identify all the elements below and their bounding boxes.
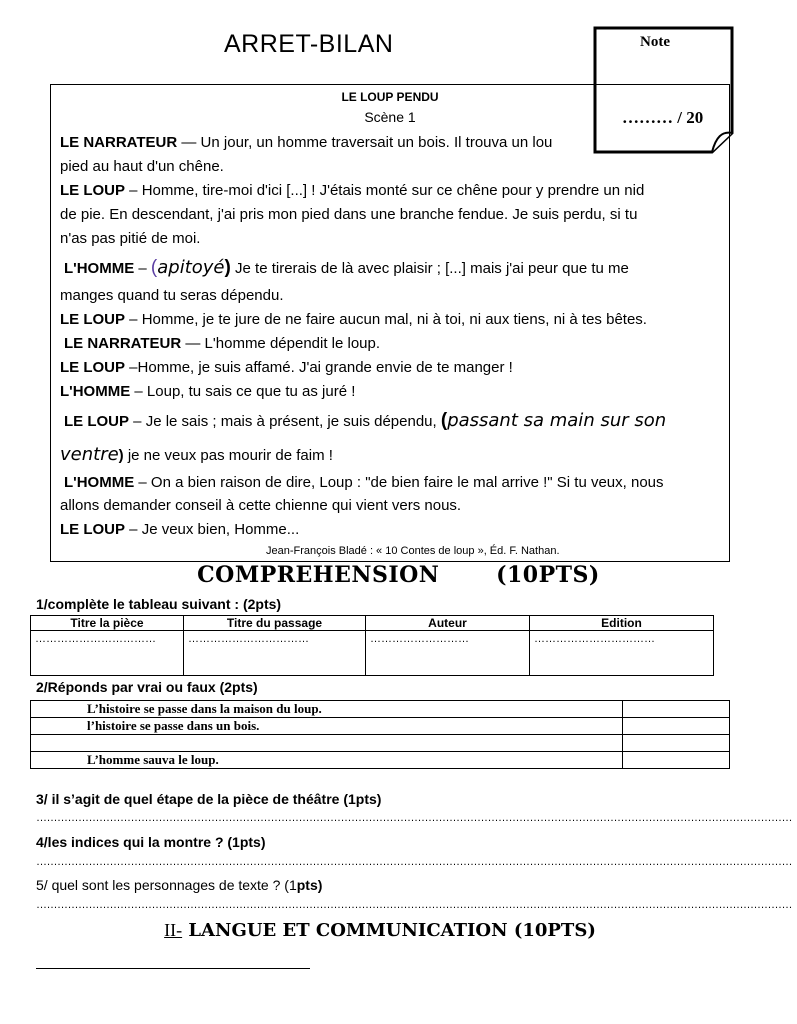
line-text: pied au haut d'un chêne. bbox=[60, 158, 224, 175]
page-title: ARRET-BILAN bbox=[224, 30, 394, 58]
line-text: Je te tirerais de là avec plaisir ; [...] mais j'ai peur que tu me bbox=[230, 260, 629, 277]
text-line bbox=[60, 497, 461, 514]
question-5-text: 5/ quel sont les personnages de texte ? (1 bbox=[36, 877, 297, 893]
answer-cell[interactable] bbox=[623, 752, 730, 769]
statement: L’histoire se passe dans la maison du loup. bbox=[31, 701, 623, 718]
speaker: L'HOMME bbox=[64, 260, 135, 277]
line-text: – Je veux bien, Homme... bbox=[125, 521, 300, 538]
table-header: Titre la pièce bbox=[31, 616, 184, 631]
langue-heading bbox=[0, 920, 760, 941]
text-line bbox=[60, 206, 637, 223]
stage-paren-open: ( bbox=[440, 410, 448, 431]
line-text: allons demander conseil à cette chienne qui vient vers nous. bbox=[60, 497, 462, 514]
statement bbox=[31, 735, 623, 752]
text-line bbox=[60, 311, 647, 328]
stage-direction: passant sa main sur son bbox=[447, 410, 667, 431]
table-row bbox=[31, 701, 730, 718]
line-text: n'as pas pitié de moi. bbox=[60, 230, 201, 247]
true-false-table bbox=[30, 700, 730, 769]
line-text: je ne veux pas mourir de faim ! bbox=[123, 447, 333, 464]
line-text: – On a bien raison de dire, Loup : "de bien faire le mal arrive !" Si tu veux, nous bbox=[134, 474, 664, 491]
line-text: – Homme, je te jure de ne faire aucun mal, ni à toi, ni aux tiens, ni à tes bêtes. bbox=[125, 311, 647, 328]
answer-line[interactable]: ……………………………………………………………………………………………………………………………………………………………………………………………… bbox=[36, 812, 792, 824]
answer-cell[interactable] bbox=[623, 701, 730, 718]
table-cell-answer[interactable]: …………………………… bbox=[184, 631, 366, 676]
table-row bbox=[31, 735, 730, 752]
table-cell-answer[interactable]: …………………………… bbox=[530, 631, 714, 676]
statement: L’homme sauva le loup. bbox=[31, 752, 623, 769]
text-line bbox=[60, 182, 644, 199]
text-line bbox=[60, 230, 200, 247]
line-text: — Un jour, un homme traversait un bois. Il trouva un lou bbox=[177, 134, 553, 151]
speaker: LE LOUP bbox=[60, 311, 126, 328]
text-line bbox=[60, 158, 224, 175]
stage-paren-close: ) bbox=[224, 257, 231, 278]
table-header: Auteur bbox=[366, 616, 530, 631]
answer-cell[interactable] bbox=[623, 718, 730, 735]
langue-heading-roman: II- bbox=[164, 920, 183, 940]
stage-direction: ventre bbox=[60, 444, 119, 465]
line-text: – Loup, tu sais ce que tu as juré ! bbox=[130, 383, 356, 400]
comprehension-heading bbox=[0, 562, 797, 588]
question-3: 3/ il s’agit de quel étape de la pièce de théâtre (1pts) bbox=[36, 791, 382, 807]
table-cell-answer[interactable]: ……………………… bbox=[366, 631, 530, 676]
table-header: Edition bbox=[530, 616, 714, 631]
source-citation: Jean-François Bladé : « 10 Contes de loup », Éd. F. Nathan. bbox=[266, 545, 560, 557]
text-line bbox=[60, 521, 299, 538]
table-row bbox=[31, 752, 730, 769]
question-5-points: pts) bbox=[296, 877, 323, 893]
speaker: LE LOUP bbox=[60, 359, 126, 376]
speaker: LE LOUP bbox=[60, 182, 126, 199]
note-label: Note bbox=[640, 34, 670, 50]
statement: l’histoire se passe dans un bois. bbox=[31, 718, 623, 735]
speaker: LE LOUP bbox=[64, 413, 130, 430]
info-table bbox=[30, 615, 714, 676]
text-line bbox=[64, 474, 664, 491]
line-text: – Homme, tire-moi d'ici [...] ! J'étais monté sur ce chêne pour y prendre un nid bbox=[125, 182, 645, 199]
line-text: manges quand tu seras dépendu. bbox=[60, 287, 284, 304]
note-score: ……… / 20 bbox=[622, 108, 704, 127]
text-line bbox=[60, 359, 513, 376]
answer-underline[interactable] bbox=[36, 968, 310, 969]
comprehension-heading-points: (10PTS) bbox=[496, 562, 600, 588]
answer-line[interactable]: ……………………………………………………………………………………………………………………………………………………………………………………………… bbox=[36, 899, 792, 911]
speaker: L'HOMME bbox=[64, 474, 135, 491]
question-5 bbox=[36, 877, 322, 893]
question-1: 1/complète le tableau suivant : (2pts) bbox=[36, 596, 282, 612]
story-title: LE LOUP PENDU bbox=[341, 90, 439, 104]
stage-paren-close: ) bbox=[118, 447, 124, 464]
stage-direction: apitoyé bbox=[157, 257, 225, 278]
line-text: –Homme, je suis affamé. J'ai grande envie de te manger ! bbox=[125, 359, 513, 376]
text-line bbox=[64, 335, 380, 352]
speaker: L'HOMME bbox=[60, 383, 131, 400]
question-4: 4/les indices qui la montre ? (1pts) bbox=[36, 834, 266, 850]
table-header: Titre du passage bbox=[184, 616, 366, 631]
text-line bbox=[60, 444, 333, 465]
text-line bbox=[60, 134, 552, 151]
line-text: – bbox=[134, 260, 151, 277]
langue-heading-title: LANGUE ET COMMUNICATION (10PTS) bbox=[182, 920, 596, 941]
line-text: de pie. En descendant, j'ai pris mon pied dans une branche fendue. Je suis perdu, si tu bbox=[60, 206, 638, 223]
answer-line[interactable]: ……………………………………………………………………………………………………………………………………………………………………………………………… bbox=[36, 856, 792, 868]
table-row bbox=[31, 718, 730, 735]
text-line bbox=[60, 287, 284, 304]
stage-paren-open: ( bbox=[150, 257, 158, 278]
speaker: LE NARRATEUR bbox=[64, 335, 182, 352]
text-line bbox=[60, 383, 355, 400]
line-text: — L'homme dépendit le loup. bbox=[181, 335, 381, 352]
question-2: 2/Réponds par vrai ou faux (2pts) bbox=[36, 679, 258, 695]
line-text: – Je le sais ; mais à présent, je suis dépendu, bbox=[129, 413, 441, 430]
speaker: LE LOUP bbox=[60, 521, 126, 538]
answer-cell[interactable] bbox=[623, 735, 730, 752]
text-line bbox=[64, 257, 629, 279]
text-line bbox=[64, 410, 666, 432]
speaker: LE NARRATEUR bbox=[60, 134, 178, 151]
comprehension-heading-title: COMPREHENSION bbox=[197, 562, 440, 588]
table-cell-answer[interactable]: …………………………… bbox=[31, 631, 184, 676]
scene-label: Scène 1 bbox=[364, 109, 416, 125]
